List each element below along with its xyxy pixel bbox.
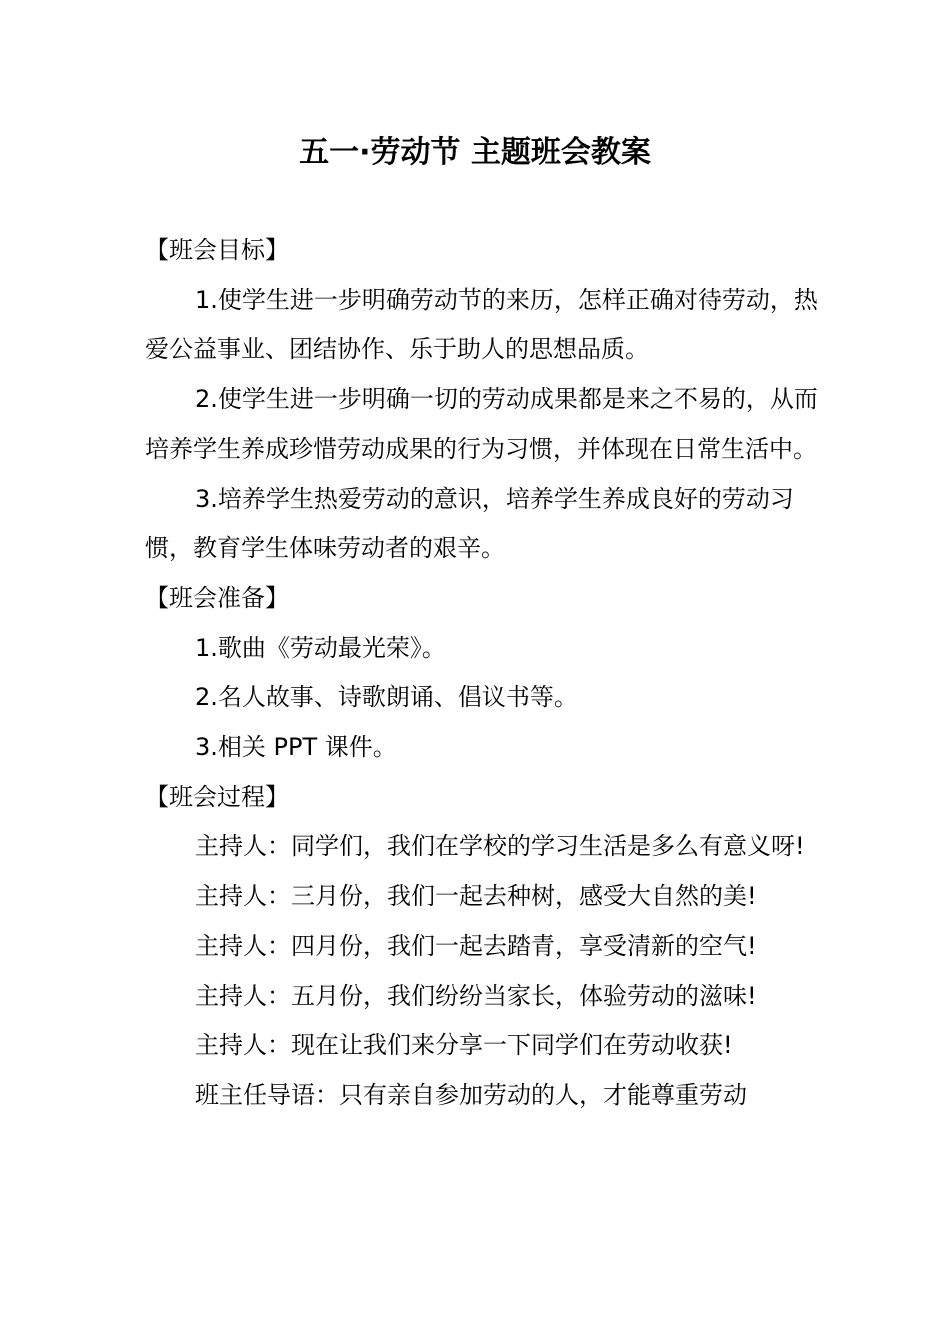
document-title: 五一·劳动节 主题班会教案 bbox=[299, 135, 651, 170]
paragraph: 主持人：三月份，我们一起去种树，感受大自然的美! bbox=[195, 882, 757, 911]
paragraph: 3.培养学生热爱劳动的意识，培养学生养成良好的劳动习惯，教育学生体味劳动者的艰辛。 bbox=[145, 484, 794, 563]
paragraph: 1.歌曲《劳动最光荣》。 bbox=[195, 633, 446, 662]
section-heading-preparation: 【班会准备】 bbox=[145, 583, 289, 612]
section-heading-process: 【班会过程】 bbox=[145, 782, 289, 811]
paragraph: 3.相关 PPT 课件。 bbox=[195, 733, 397, 762]
paragraph: 1.使学生进一步明确劳动节的来历，怎样正确对待劳动，热爱公益事业、团结协作、乐于助人的思想品质。 bbox=[145, 285, 818, 364]
paragraph: 主持人：现在让我们来分享一下同学们在劳动收获! bbox=[195, 1031, 733, 1060]
paragraph: 主持人：四月份，我们一起去踏青，享受清新的空气! bbox=[195, 931, 757, 960]
document-body bbox=[145, 226, 835, 1121]
section-heading-goals: 【班会目标】 bbox=[145, 236, 289, 264]
paragraph: 2.名人故事、诗歌朗诵、倡议书等。 bbox=[195, 683, 578, 712]
paragraph: 班主任导语：只有亲自参加劳动的人，才能尊重劳动 bbox=[195, 1080, 747, 1109]
paragraph: 主持人：同学们，我们在学校的学习生活是多么有意义呀! bbox=[195, 832, 805, 861]
paragraph: 2.使学生进一步明确一切的劳动成果都是来之不易的，从而培养学生养成珍惜劳动成果的行为习惯，并体现在日常生活中。 bbox=[145, 385, 818, 463]
paragraph: 主持人：五月份，我们纷纷当家长，体验劳动的滋味! bbox=[195, 981, 757, 1010]
